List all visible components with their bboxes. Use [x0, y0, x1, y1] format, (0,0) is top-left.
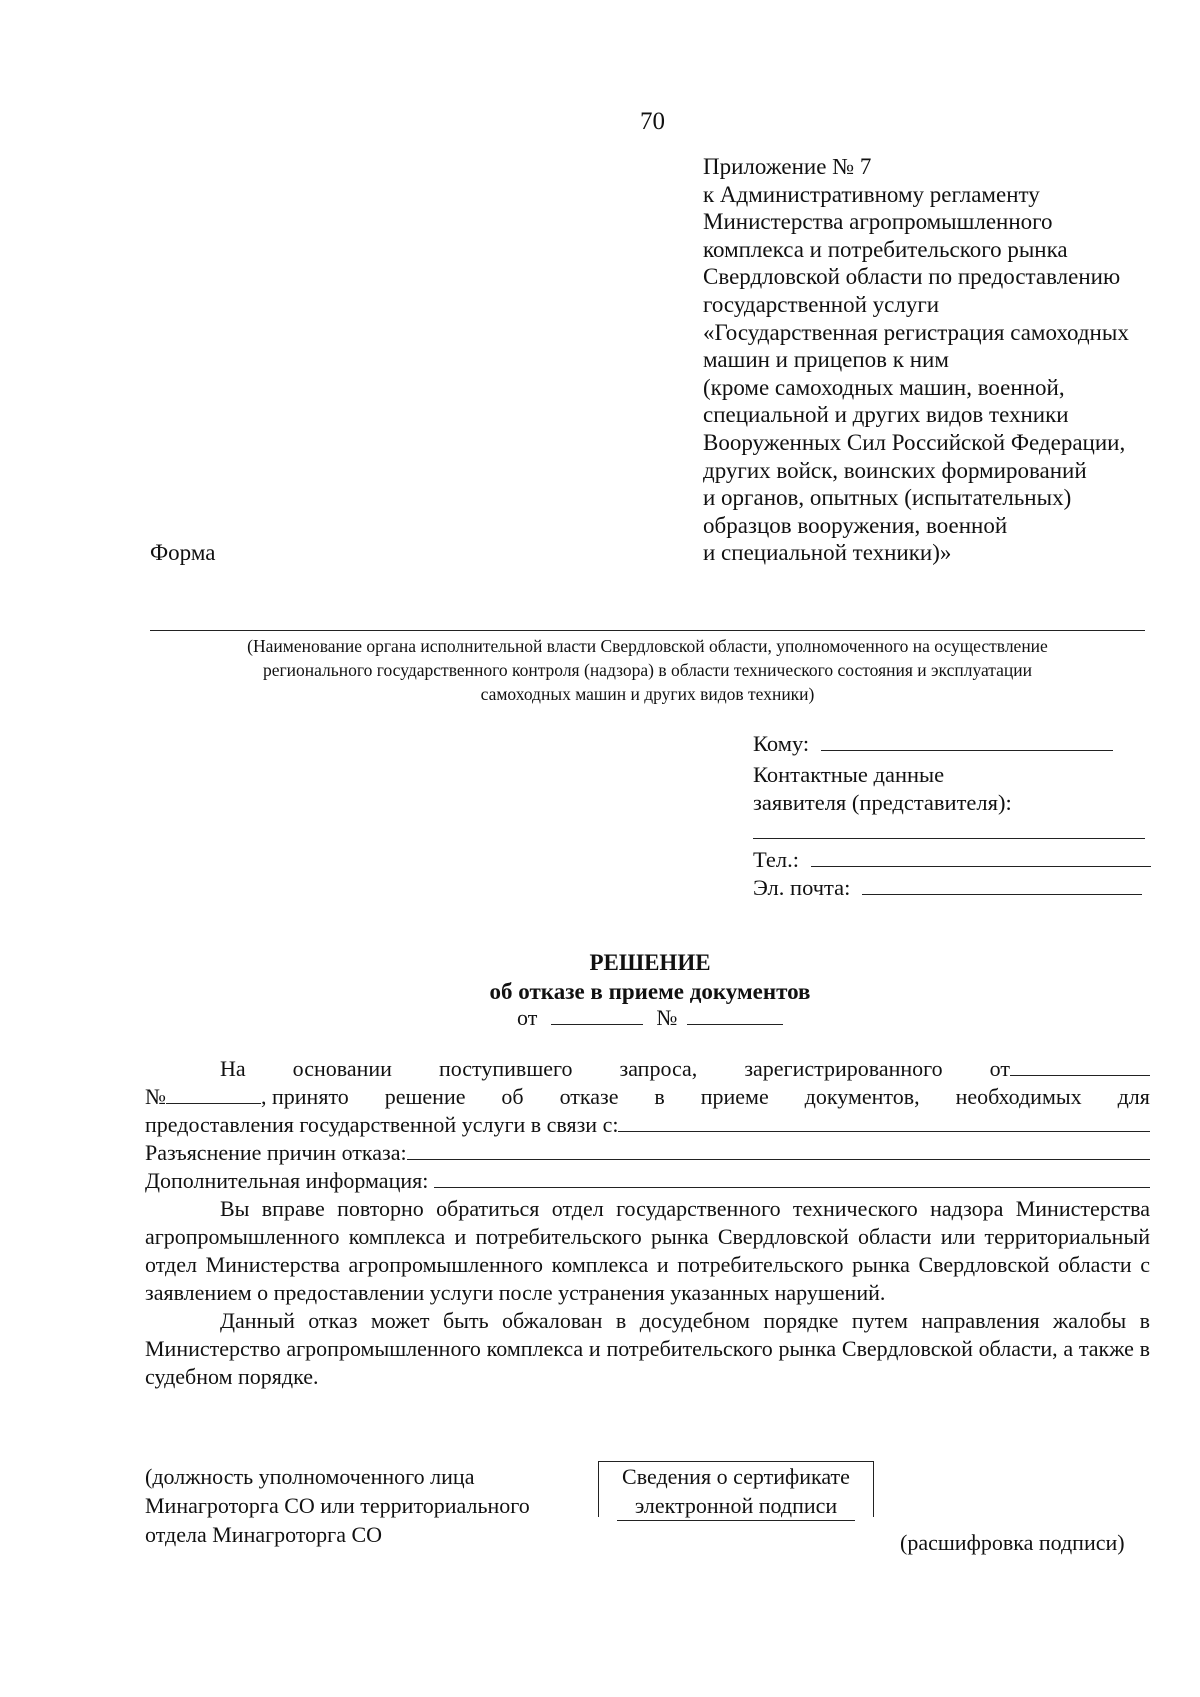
- appendix-line: (кроме самоходных машин, военной,: [703, 374, 1065, 400]
- authority-caption-line: (Наименование органа исполнительной власти Свердловской области, уполномоченного на осуществление: [247, 636, 1048, 656]
- appendix-line: Свердловской области по предоставлению: [703, 264, 1121, 290]
- recipient-phone: [753, 847, 1151, 873]
- reasons-label: Разъяснение причин отказа:: [145, 1140, 407, 1165]
- email-field[interactable]: [862, 876, 1142, 895]
- word: поступившего: [438, 1056, 573, 1081]
- word: основании: [292, 1056, 392, 1081]
- from-label: от: [517, 1005, 538, 1030]
- appendix-line: образцов вооружения, военной: [703, 512, 1008, 538]
- certificate-line-2: электронной подписи: [617, 1491, 855, 1521]
- page-number: 70: [640, 108, 665, 135]
- phone-label: Тел.:: [753, 847, 799, 872]
- decision-date-number: [517, 1005, 783, 1031]
- no-sign: №: [145, 1084, 166, 1109]
- authority-caption: [150, 634, 1145, 706]
- word: в: [654, 1084, 665, 1109]
- appendix-line: Министерства агропромышленного: [703, 209, 1053, 235]
- appendix-line: машин и прицепов к ним: [703, 347, 949, 373]
- position-line: Минагроторга СО или территориального: [145, 1493, 530, 1518]
- word: зарегистрированного: [744, 1056, 943, 1081]
- reasons-field[interactable]: [618, 1113, 1150, 1132]
- word: На: [220, 1056, 246, 1081]
- additional-info-field[interactable]: [434, 1169, 1150, 1188]
- to-label: Кому:: [753, 731, 810, 756]
- contact-field[interactable]: [753, 838, 1145, 839]
- word: от: [989, 1056, 1010, 1081]
- to-field[interactable]: [821, 732, 1113, 751]
- word: для: [1117, 1084, 1150, 1109]
- recipient-to: [753, 731, 1113, 757]
- appendix-line: и специальной техники)»: [703, 540, 952, 566]
- decision-date-field[interactable]: [551, 1006, 643, 1025]
- position-line: (должность уполномоченного лица: [145, 1464, 475, 1489]
- decision-number-field[interactable]: [687, 1006, 783, 1025]
- body-paragraph-2: Вы вправе повторно обратиться отдел государственного технического надзора Министерства агропромышленного комплекса и потребительского рынка Свердловской области или территориальный отдел Министерства агропромышленного комплекса и потребительского рынка Свердловской области с заявлением о предоставлении услуги после устранения указанных нарушений.: [145, 1196, 1150, 1305]
- email-label: Эл. почта:: [753, 875, 851, 900]
- additional-label: Дополнительная информация:: [145, 1168, 429, 1193]
- position-line: отдела Минагроторга СО: [145, 1522, 383, 1547]
- appendix-line: государственной услуги: [703, 291, 940, 317]
- appendix-line: Приложение № 7: [703, 154, 872, 179]
- reasons-intro: предоставления государственной услуги в связи с:: [145, 1112, 619, 1137]
- word: приеме: [700, 1084, 769, 1109]
- request-date-field[interactable]: [1010, 1057, 1150, 1076]
- authority-caption-line: регионального государственного контроля (надзора) в области технического состояния и эксплуатации: [262, 660, 1033, 680]
- authority-name-line[interactable]: [150, 630, 1145, 631]
- reasons-explanation-field[interactable]: [407, 1141, 1150, 1160]
- appendix-header: [703, 153, 1129, 567]
- word: об: [501, 1084, 524, 1109]
- official-position: [145, 1462, 530, 1549]
- contact-label-2: заявителя (представителя):: [753, 790, 1012, 815]
- body-paragraph-1: [145, 1055, 1150, 1391]
- word: решение: [384, 1084, 466, 1109]
- contact-label-1: Контактные данные: [753, 762, 945, 787]
- word: , принято: [261, 1084, 349, 1109]
- number-label: №: [656, 1005, 678, 1030]
- appendix-line: других войск, воинских формирований: [703, 457, 1087, 483]
- decision-title: РЕШЕНИЕ: [589, 950, 711, 975]
- recipient-email: [753, 875, 1142, 901]
- form-label: Форма: [150, 540, 216, 565]
- decision-subtitle: об отказе в приеме документов: [489, 979, 811, 1004]
- appendix-line: «Государственная регистрация самоходных: [703, 319, 1129, 345]
- word: отказе: [559, 1084, 619, 1109]
- appendix-line: комплекса и потребительского рынка: [703, 236, 1068, 262]
- appendix-line: Вооруженных Сил Российской Федерации,: [703, 429, 1126, 455]
- appendix-line: специальной и других видов техники: [703, 402, 1069, 428]
- appendix-line: и органов, опытных (испытательных): [703, 485, 1072, 511]
- signature-decoding: (расшифровка подписи): [900, 1530, 1125, 1555]
- authority-caption-line: самоходных машин и других видов техники): [480, 684, 815, 704]
- appendix-line: к Административному регламенту: [703, 181, 1040, 207]
- word: необходимых: [955, 1084, 1082, 1109]
- certificate-box: [598, 1461, 874, 1517]
- body-paragraph-3: Данный отказ может быть обжалован в досудебном порядке путем направления жалобы в Министерство агропромышленного комплекса и потребительского рынка Свердловской области, а также в судебном порядке.: [145, 1308, 1150, 1389]
- word: запроса,: [619, 1056, 698, 1081]
- certificate-line-1: Сведения о сертификате: [622, 1464, 850, 1489]
- word: документов,: [804, 1084, 920, 1109]
- phone-field[interactable]: [811, 848, 1151, 867]
- request-number-field[interactable]: [166, 1085, 261, 1104]
